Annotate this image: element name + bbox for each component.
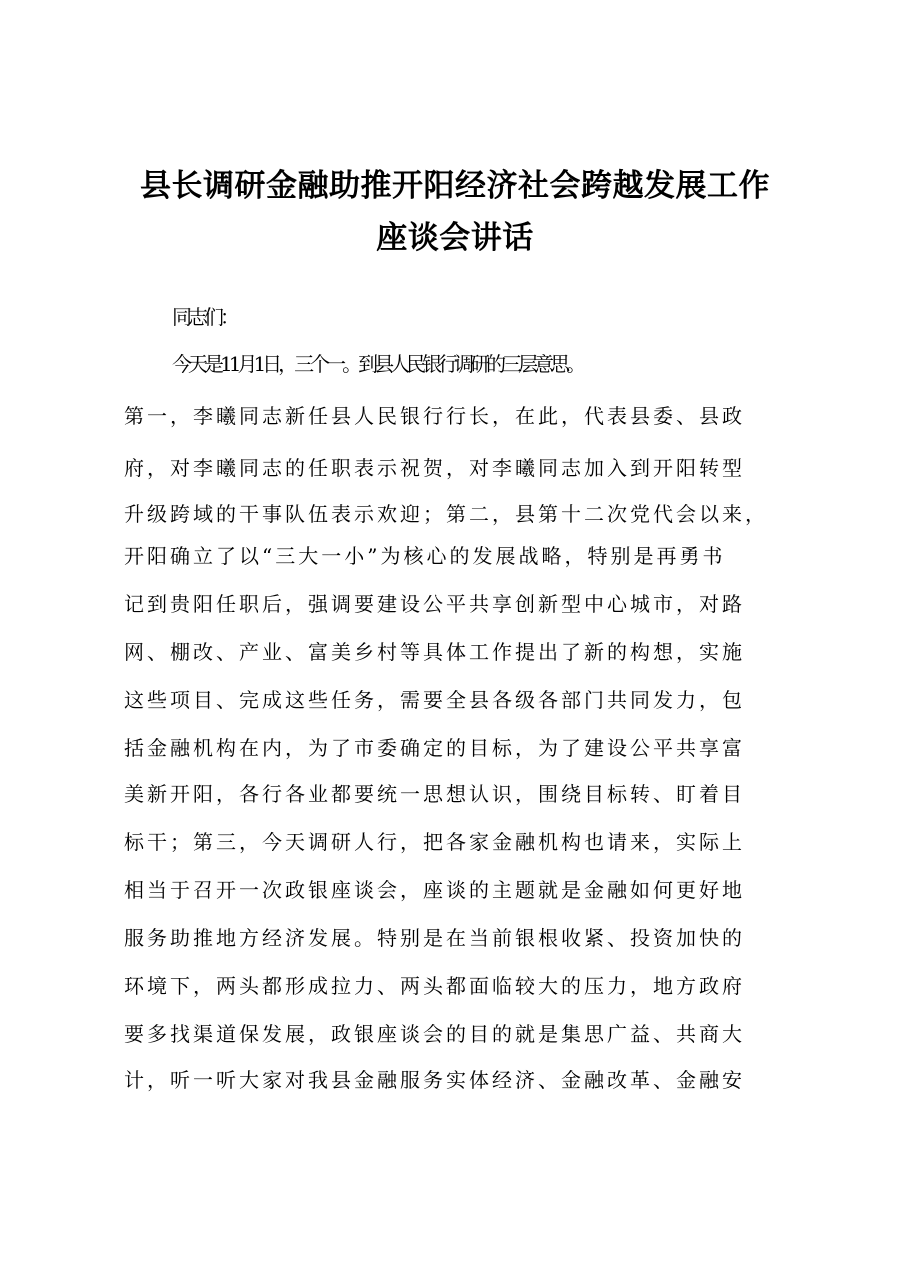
body-line: 服务助推地方经济发展。特别是在当前银根收紧、投资加快的 xyxy=(124,926,745,950)
body-line: 计，听一听大家对我县金融服务实体经济、金融改革、金融安 xyxy=(124,1068,745,1092)
body-line: 府，对李曦同志的任职表示祝贺，对李曦同志加入到开阳转型 xyxy=(124,456,745,480)
body-line: 开阳确立了以“三大一小”为核心的发展战略，特别是再勇书 xyxy=(124,544,726,568)
document-title-line-1: 县长调研金融助推开阳经济社会跨越发展工作 xyxy=(140,168,770,204)
body-line: 美新开阳，各行各业都要统一思想认识，围绕目标转、盯着目 xyxy=(124,782,745,806)
body-line: 今天是11月1日，三个一。到县人民银行调研的三层意思。 xyxy=(172,352,583,376)
body-line: 这些项目、完成这些任务，需要全县各级各部门共同发力，包 xyxy=(124,688,745,712)
salutation: 同志们： xyxy=(172,305,236,329)
document-title-line-2: 座谈会讲话 xyxy=(376,220,534,256)
body-line: 记到贵阳任职后，强调要建设公平共享创新型中心城市，对路 xyxy=(124,592,745,616)
body-line: 括金融机构在内，为了市委确定的目标，为了建设公平共享富 xyxy=(124,736,745,760)
body-line: 要多找渠道保发展，政银座谈会的目的就是集思广益、共商大 xyxy=(124,1022,745,1046)
body-line: 环境下，两头都形成拉力、两头都面临较大的压力，地方政府 xyxy=(124,974,745,998)
body-line: 相当于召开一次政银座谈会，座谈的主题就是金融如何更好地 xyxy=(124,878,745,902)
body-line: 升级跨域的干事队伍表示欢迎；第二，县第十二次党代会以来， xyxy=(124,502,768,526)
body-line: 网、棚改、产业、富美乡村等具体工作提出了新的构想，实施 xyxy=(124,640,745,664)
body-line: 第一，李曦同志新任县人民银行行长，在此，代表县委、县政 xyxy=(124,404,745,428)
body-line: 标干；第三，今天调研人行，把各家金融机构也请来，实际上 xyxy=(124,830,745,854)
